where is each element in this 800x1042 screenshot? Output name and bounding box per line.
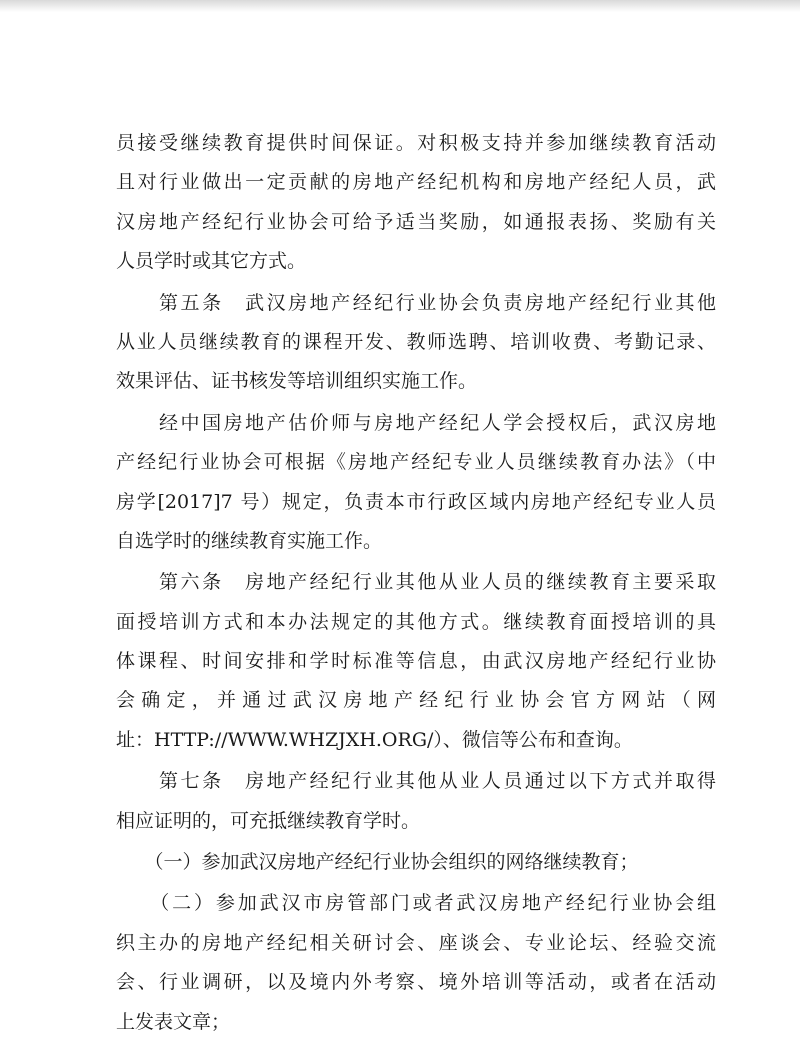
text-line: 员接受继续教育提供时间保证。对积极支持并参加继续教育活动 [116,132,716,154]
text-line: （二）参加武汉市房管部门或者武汉房地产经纪行业协会组 [116,892,716,915]
text-line: 会确定，并通过武汉房地产经纪行业协会官方网站（网 [116,689,716,712]
website-url-line: 址：HTTP://WWW.WHZJXH.ORG/）、微信等公布和查询。 [116,728,633,751]
article-7-item-2 [116,884,716,1042]
scan-edge-shadow [0,0,800,12]
text-line: 且对行业做出一定贡献的房地产经纪机构和房地产经纪人员，武 [116,171,716,194]
text-line: （一）参加武汉房地产经纪行业协会组织的网络继续教育； [116,851,639,874]
text-line: 人员学时或其它方式。 [116,250,307,273]
paragraph-1 [116,124,716,282]
text-line: 体课程、时间安排和学时标准等信息，由武汉房地产经纪行业协 [116,650,716,673]
text-line: 效果评估、证书核发等培训组织实施工作。 [116,370,478,393]
text-line: 第六条 房地产经纪行业其他从业人员的继续教育主要采取 [116,571,716,594]
article-7-item-1 [116,843,716,882]
text-line: 织主办的房地产经纪相关研讨会、座谈会、专业论坛、经验交流 [116,931,716,954]
text-line: 上发表文章； [116,1010,231,1033]
article-5-paragraph-2 [116,404,716,562]
article-7 [116,762,716,841]
article-6 [116,563,716,760]
text-line: 会、行业调研，以及境内外考察、境外培训等活动，或者在活动 [116,971,716,994]
text-line: 房学[2017]7 号）规定，负责本市行政区域内房地产经纪专业人员 [116,490,716,513]
document-page [116,124,716,1042]
article-5 [116,284,716,402]
text-line: 从业人员继续教育的课程开发、教师选聘、培训收费、考勤记录、 [116,330,716,353]
text-line: 面授培训方式和本办法规定的其他方式。继续教育面授培训的具 [116,610,716,633]
text-line: 经中国房地产估价师与房地产经纪人学会授权后，武汉房地 [116,411,716,434]
text-line: 产经纪行业协会可根据《房地产经纪专业人员继续教育办法》（中 [116,451,716,474]
text-line: 相应证明的，可充抵继续教育学时。 [116,809,421,832]
text-line: 自选学时的继续教育实施工作。 [116,529,383,552]
text-line: 第五条 武汉房地产经纪行业协会负责房地产经纪行业其他 [116,291,716,314]
text-line: 汉房地产经纪行业协会可给予适当奖励，如通报表扬、奖励有关 [116,210,716,233]
text-line: 第七条 房地产经纪行业其他从业人员通过以下方式并取得 [116,770,716,793]
